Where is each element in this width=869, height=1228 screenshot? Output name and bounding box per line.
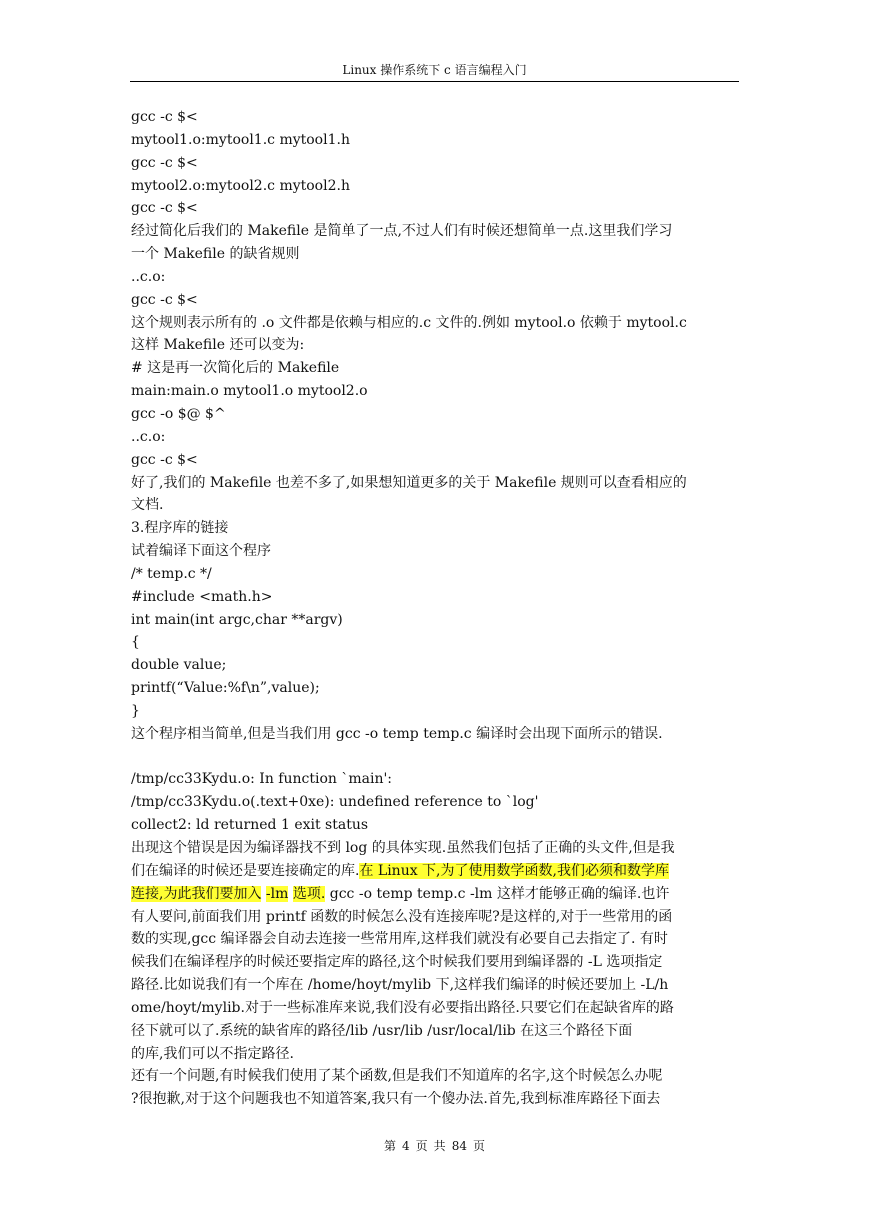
code-line: /* temp.c */ [131,565,212,582]
text-line: ?很抱歉,对于这个问题我也不知道答案,我只有一个傻办法.首先,我到标准库路径下面去 [131,1091,661,1108]
error-line: /tmp/cc33Kydu.o(.text+0xe): undefined reference to `log' [131,794,539,811]
highlighted-text: 选项. [292,885,326,902]
text-line: gcc -o $@ $^ [131,405,226,422]
footer-gong: 共 [433,1139,446,1153]
text-line: mytool1.o:mytool1.c mytool1.h [131,131,350,148]
error-line: collect2: ld returned 1 exit status [131,817,369,834]
text-line: gcc -c $< [131,200,198,217]
page-header [130,62,739,82]
code-line: double value; [131,657,227,674]
text-line: gcc -c $< [131,451,198,468]
code-line: } [131,702,140,719]
text-line: 这个规则表示所有的 .o 文件都是依赖与相应的.c 文件的.例如 mytool.o 依赖于 mytool.c [131,314,687,331]
text-line: 文档. [131,497,164,514]
text-line: 一个 Makefile 的缺省规则 [131,246,300,263]
highlighted-text: 连接,为此我们要加入 [131,885,262,902]
code-line: int main(int argc,char **argv) [131,611,343,628]
text-line: 这样 Makefile 还可以变为: [131,337,305,354]
section-heading: 3.程序库的链接 [131,520,229,537]
text-line: 试着编译下面这个程序 [131,543,271,560]
code-line: #include <math.h> [131,588,273,605]
text-line: 这个程序相当简单,但是当我们用 gcc -o temp temp.c 编译时会出现下面所示的错误. [131,725,663,742]
text-line: ..c.o: [131,428,166,445]
header-title: Linux 操作系统下 c 语言编程入门 [342,63,527,77]
text-line: 好了,我们的 Makefile 也差不多了,如果想知道更多的关于 Makefile 规则可以查看相应的 [131,474,687,491]
text-line: 还有一个问题,有时候我们使用了某个函数,但是我们不知道库的名字,这个时候怎么办呢 [131,1068,663,1085]
text-line: 路径.比如说我们有一个库在 /home/hoyt/mylib 下,这样我们编译的时候还要加上 -L/h [131,977,669,994]
plain-text: gcc -o temp temp.c -lm 这样才能够正确的编译.也许 [325,885,670,902]
highlighted-text: 在 Linux 下,为了使用数学函数,我们必须和数学库 [359,862,669,879]
footer-ye: 页 [472,1139,485,1153]
footer-di: 第 [384,1139,397,1153]
text-line: ..c.o: [131,268,166,285]
text-line: gcc -c $< [131,291,198,308]
blank-line [131,746,731,769]
text-line: 出现这个错误是因为编译器找不到 log 的具体实现.虽然我们包括了正确的头文件,但是我 [131,840,675,856]
error-line: /tmp/cc33Kydu.o: In function `main': [131,771,393,788]
text-line: # 这是再一次简化后的 Makefile [131,360,340,377]
text-line: 数的实现,gcc 编译器会自动去连接一些常用库,这样我们就没有必要自己去指定了. 有时 [131,931,668,948]
text-line: gcc -c $< [131,109,198,125]
text-line: ome/hoyt/mylib.对于一些标准库来说,我们没有必要指出路径.只要它们在起缺省库的路 [131,999,674,1016]
text-line: gcc -c $< [131,154,198,171]
text-line: 有人要问,前面我们用 printf 函数的时候怎么没有连接库呢?是这样的,对于一些常用的函 [131,908,673,925]
code-line: printf(“Value:%f\n”,value); [131,680,320,697]
text-line: mytool2.o:mytool2.c mytool2.h [131,177,350,194]
text-line: main:main.o mytool1.o mytool2.o [131,383,368,400]
footer-ye: 页 [415,1139,428,1153]
code-line: { [131,634,140,651]
total-pages: 84 [451,1139,467,1153]
page-body [131,106,731,1111]
text-line: 经过简化后我们的 Makefile 是简单了一点,不过人们有时候还想简单一点.这里我们学习 [131,223,673,240]
page-footer [0,1138,869,1154]
text-line-highlighted [131,860,731,883]
text-line-highlighted [131,883,731,906]
plain-text: 们在编译的时候还是要连接确定的库. [131,862,360,879]
text-line: 径下就可以了.系统的缺省库的路径/lib /usr/lib /usr/local/lib 在这三个路径下面 [131,1022,633,1039]
text-line: 候我们在编译程序的时候还要指定库的路径,这个时候我们要用到编译器的 -L 选项指定 [131,954,663,971]
text-line: 的库,我们可以不指定路径. [131,1045,294,1062]
current-page-number: 4 [402,1139,410,1153]
highlighted-text: -lm [265,885,289,902]
